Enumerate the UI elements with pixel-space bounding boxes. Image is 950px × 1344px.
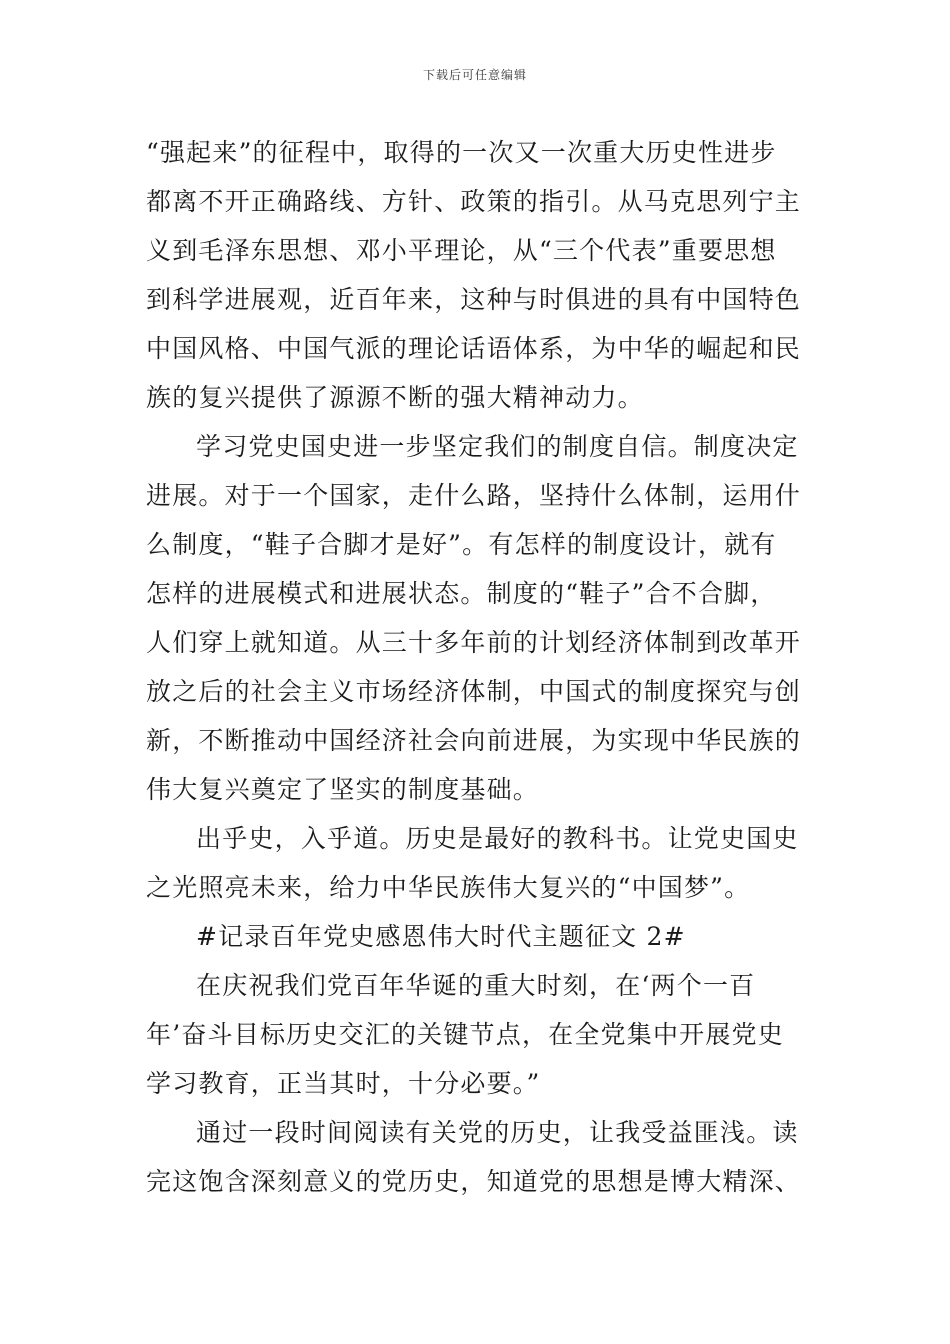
text-line: 年’奋斗目标历史交汇的关键节点，在全党集中开展党史 bbox=[146, 1020, 784, 1049]
text-line: 学习教育，正当其时，十分必要。” bbox=[146, 1069, 541, 1098]
text-line: 都离不开正确路线、方针、政策的指引。从马克思列宁主 bbox=[146, 187, 802, 216]
text-line: 人们穿上就知道。从三十多年前的计划经济体制到改革开 bbox=[146, 628, 802, 657]
text-line: 新，不断推动中国经济社会向前进展，为实现中华民族的 bbox=[146, 726, 802, 755]
text-line: 到科学进展观，近百年来，这种与时俱进的具有中国特色 bbox=[146, 285, 802, 314]
text-line: 完这饱含深刻意义的党历史，知道党的思想是博大精深、 bbox=[146, 1167, 802, 1196]
text-line: 通过一段时间阅读有关党的历史，让我受益匪浅。读 bbox=[196, 1118, 799, 1147]
text-line: “强起来”的征程中，取得的一次又一次重大历史性进步 bbox=[146, 138, 777, 167]
text-line: 义到毛泽东思想、邓小平理论，从“三个代表”重要思想 bbox=[146, 236, 777, 265]
document-body bbox=[146, 128, 806, 1206]
text-line: 怎样的进展模式和进展状态。制度的“鞋子”合不合脚， bbox=[146, 579, 777, 608]
text-line: 么制度，“鞋子合脚才是好”。有怎样的制度设计，就有 bbox=[146, 530, 777, 559]
text-line: 出乎史，入乎道。历史是最好的教科书。让党史国史 bbox=[196, 824, 799, 853]
text-line: #记录百年党史感恩伟大时代主题征文 2# bbox=[196, 922, 686, 951]
download-note: 下载后可任意编辑 bbox=[422, 68, 527, 82]
text-line: 放之后的社会主义市场经济体制，中国式的制度探究与创 bbox=[146, 677, 802, 706]
text-line: 学习党史国史进一步坚定我们的制度自信。制度决定 bbox=[196, 432, 799, 461]
text-line: 进展。对于一个国家，走什么路，坚持什么体制，运用什 bbox=[146, 481, 802, 510]
text-line: 中国风格、中国气派的理论话语体系，为中华的崛起和民 bbox=[146, 334, 802, 363]
text-line: 之光照亮未来，给力中华民族伟大复兴的“中国梦”。 bbox=[146, 873, 751, 902]
text-line: 伟大复兴奠定了坚实的制度基础。 bbox=[146, 775, 540, 804]
text-line: 族的复兴提供了源源不断的强大精神动力。 bbox=[146, 383, 644, 412]
text-line: 在庆祝我们党百年华诞的重大时刻，在‘两个一百 bbox=[196, 971, 756, 1000]
